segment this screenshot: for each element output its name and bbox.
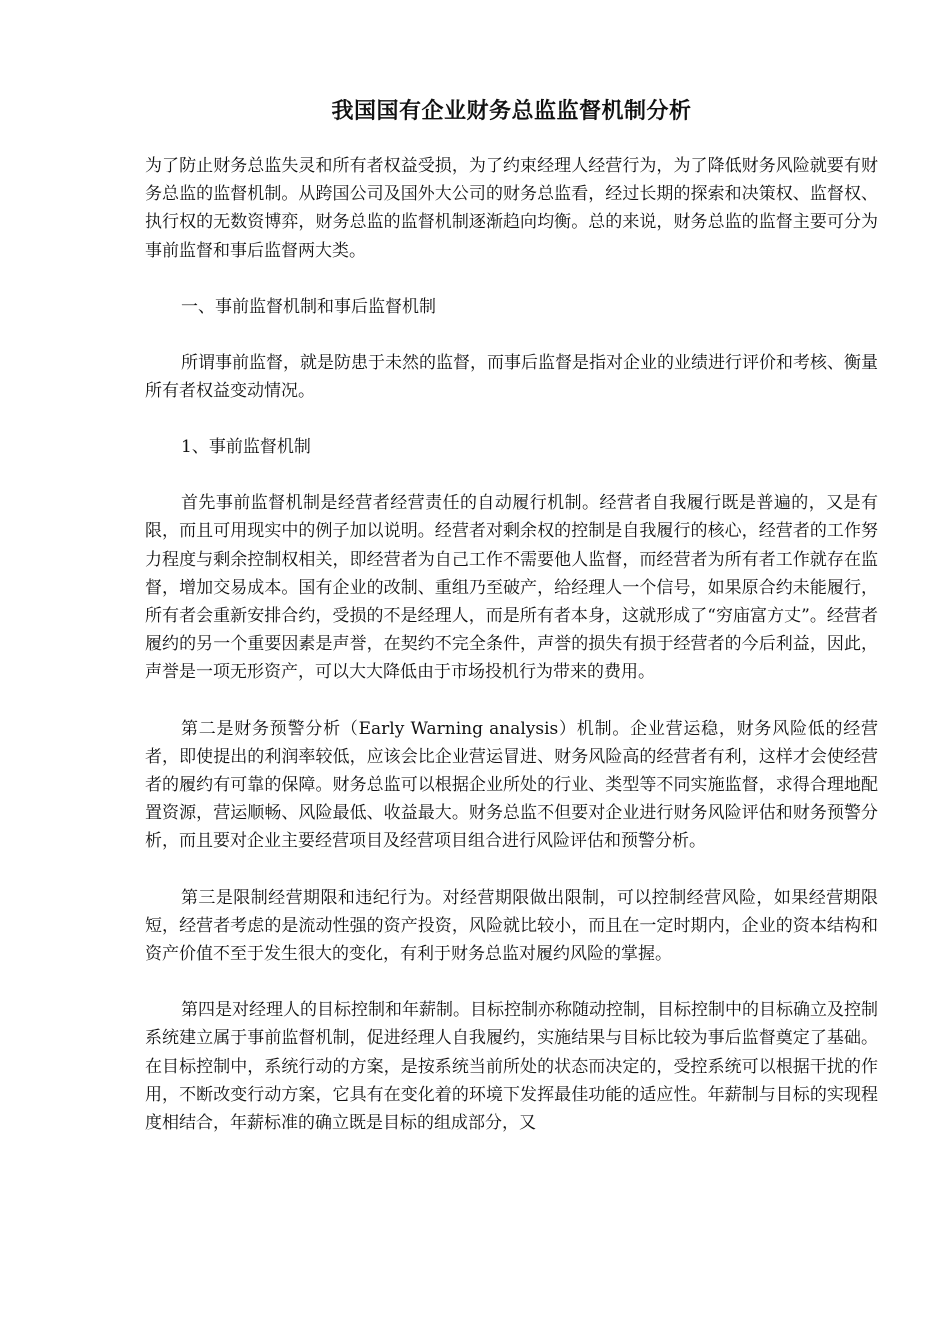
paragraph-first: 首先事前监督机制是经营者经营责任的自动履行机制。经营者自我履行既是普遍的，又是有限，而且可用现实中的例子加以说明。经营者对剩余权的控制是自我履行的核心，经营者的工作努力程度与剩余控制权相关，即经营者为自己工作不需要他人监督，而经营者为所有者工作就存在监督，增加交易成本。国有企业的改制、重组乃至破产，给经理人一个信号，如果原合约未能履行，所有者会重新安排合约，受损的不是经理人，而是所有者本身，这就形成了“穷庙富方丈”。经营者履约的另一个重要因素是声誉，在契约不完全条件，声誉的损失有损于经营者的今后利益，因此，声誉是一项无形资产，可以大大降低由于市场投机行为带来的费用。 bbox=[145, 493, 878, 683]
document-page bbox=[145, 92, 878, 1165]
paragraph-fourth: 第四是对经理人的目标控制和年薪制。目标控制亦称随动控制，目标控制中的目标确立及控制系统建立属于事前监督机制，促进经理人自我履约，实施结果与目标比较为事后监督奠定了基础。在目标控制中，系统行动的方案，是按系统当前所处的状态而决定的，受控系统可以根据干扰的作用，不断改变行动方案，它具有在变化着的环境下发挥最佳功能的适应性。年薪制与目标的实现程度相结合，年薪标准的确立既是目标的组成部分，又 bbox=[145, 1000, 878, 1134]
subsection-heading-1: 1、事前监督机制 bbox=[181, 437, 311, 458]
paragraph-third: 第三是限制经营期限和违纪行为。对经营期限做出限制，可以控制经营风险，如果经营期限短，经营者考虑的是流动性强的资产投资，风险就比较小，而且在一定时期内，企业的资本结构和资产价值不至于发生很大的变化，有利于财务总监对履约风险的掌握。 bbox=[145, 887, 878, 965]
section-heading-1: 一、事前监督机制和事后监督机制 bbox=[181, 296, 436, 317]
section1-paragraph: 所谓事前监督，就是防患于未然的监督，而事后监督是指对企业的业绩进行评价和考核、衡量所有者权益变动情况。 bbox=[145, 352, 878, 402]
intro-paragraph: 为了防止财务总监失灵和所有者权益受损，为了约束经理人经营行为，为了降低财务风险就要有财务总监的监督机制。从跨国公司及国外大公司的财务总监看，经过长期的探索和决策权、监督权、执行权的无数资博弈，财务总监的监督机制逐渐趋向均衡。总的来说，财务总监的监督主要可分为事前监督和事后监督两大类。 bbox=[145, 156, 878, 261]
document-title: 我国国有企业财务总监监督机制分析 bbox=[331, 98, 692, 124]
paragraph-second: 第二是财务预警分析（Early Warning analysis）机制。企业营运稳，财务风险低的经营者，即使提出的利润率较低，应该会比企业营运冒进、财务风险高的经营者有利，这样才会使经营者的履约有可靠的保障。财务总监可以根据企业所处的行业、类型等不同实施监督，求得合理地配置资源，营运顺畅、风险最低、收益最大。财务总监不但要对企业进行财务风险评估和财务预警分析，而且要对企业主要经营项目及经营项目组合进行风险评估和预警分析。 bbox=[145, 718, 878, 852]
